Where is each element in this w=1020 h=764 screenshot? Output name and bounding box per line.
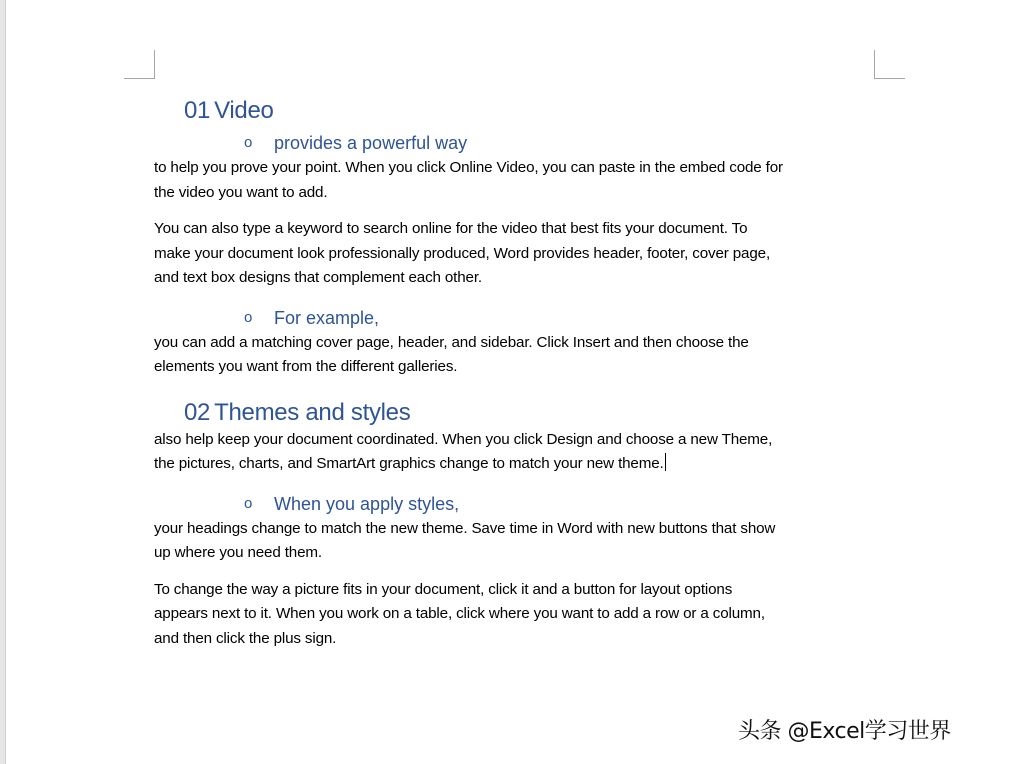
text-cursor (665, 453, 666, 471)
text-line: and text box designs that complement each other. (154, 269, 482, 286)
bullet-circle-icon: o (244, 308, 253, 326)
text-line: you can add a matching cover page, header, and sidebar. Click Insert and then choose the (154, 333, 749, 351)
bullet-circle-icon: o (244, 494, 253, 512)
bullet-circle-icon: o (244, 134, 253, 151)
text-line: the pictures, charts, and SmartArt graphics change to match your new theme. (154, 455, 664, 472)
text-line: also help keep your document coordinated. When you click Design and choose a new Theme, (154, 430, 773, 448)
subheading-text: When you apply styles, (274, 493, 460, 514)
crop-mark-top-left (124, 50, 155, 79)
text-line: make your document look professionally produced, Word provides header, footer, cover page, (154, 244, 771, 262)
document-page[interactable] (6, 0, 1020, 764)
document-body[interactable] (154, 96, 879, 651)
heading-text: Video (214, 97, 274, 124)
paragraph[interactable] (154, 428, 879, 477)
watermark-text: 头条 @Excel学习世界 (738, 719, 951, 744)
paragraph[interactable] (154, 156, 879, 205)
text-line: your headings change to match the new theme. Save time in Word with new buttons that show (154, 519, 776, 537)
text-line: up where you need them. (154, 544, 322, 561)
subheading-provides[interactable] (154, 130, 879, 156)
subheading-text: provides a powerful way (274, 133, 468, 153)
text-line: the video you want to add. (154, 183, 328, 201)
subheading-apply-styles[interactable] (154, 491, 879, 517)
paragraph[interactable] (154, 331, 879, 380)
heading-01-video[interactable] (154, 96, 879, 130)
heading-text: Themes and styles (214, 398, 411, 426)
crop-mark-top-right (874, 50, 905, 79)
heading-number: 02 (184, 398, 211, 426)
heading-02-themes[interactable] (154, 398, 879, 428)
paragraph[interactable] (154, 517, 879, 566)
text-line: to help you prove your point. When you click Online Video, you can paste in the embed code for (154, 159, 783, 176)
paragraph[interactable] (154, 217, 879, 291)
text-line: You can also type a keyword to search online for the video that best fits your document. To (154, 220, 748, 237)
text-line: elements you want from the different galleries. (154, 358, 458, 375)
heading-number: 01 (184, 97, 211, 124)
text-line: appears next to it. When you work on a table, click where you want to add a row or a column, (154, 605, 765, 622)
subheading-text: For example, (274, 307, 380, 328)
subheading-for-example[interactable] (154, 305, 879, 331)
paragraph[interactable] (154, 578, 879, 652)
text-line: and then click the plus sign. (154, 629, 337, 647)
text-line: To change the way a picture fits in your document, click it and a button for layout options (154, 580, 733, 598)
